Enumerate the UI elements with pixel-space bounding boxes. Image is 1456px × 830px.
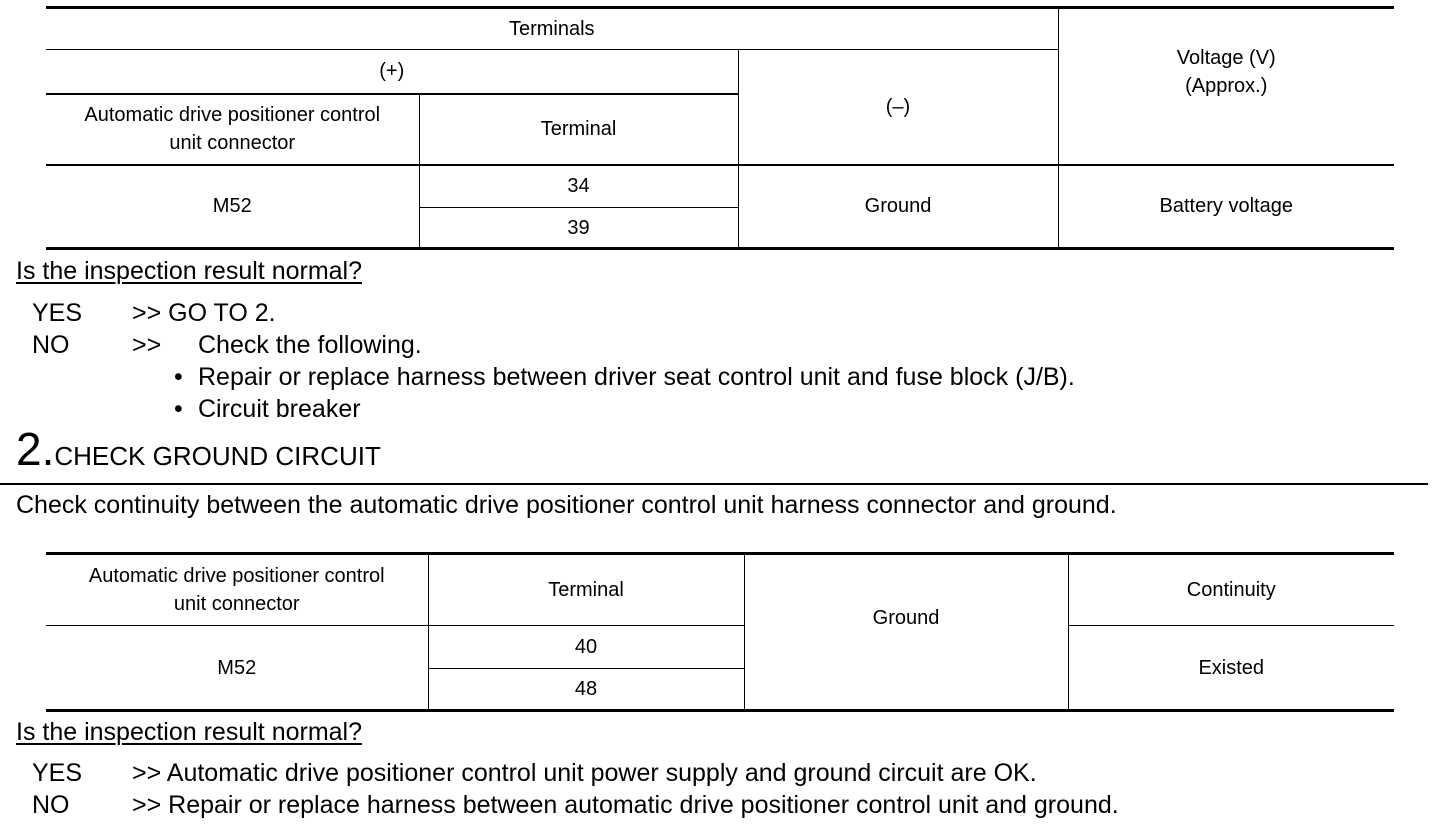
bullet-text: Circuit breaker: [198, 395, 361, 423]
header-connector: [46, 554, 428, 626]
bullet-icon: •: [174, 363, 183, 391]
ground-cell: [744, 554, 1068, 711]
terminal-cell: 40: [428, 626, 744, 669]
header-terminal: Terminal: [428, 554, 744, 626]
minus-cell: Ground: [738, 165, 1058, 249]
header-plus: (+): [46, 50, 738, 94]
list-item: [174, 393, 361, 425]
voltage-cell: Battery voltage: [1058, 165, 1394, 249]
header-connector: [46, 94, 419, 165]
no-text: >> Repair or replace harness between automatic drive positioner control unit and ground.: [132, 791, 1119, 819]
inspection-question: Is the inspection result normal?: [16, 257, 363, 285]
no-label: NO: [32, 331, 70, 359]
terminal-cell: 48: [428, 669, 744, 711]
terminal-cell: 34: [419, 165, 738, 208]
no-text: Check the following.: [198, 331, 422, 359]
yes-text: >> Automatic drive positioner control unit power supply and ground circuit are OK.: [132, 759, 1037, 787]
no-arrow: >>: [132, 331, 162, 359]
yes-text: >> GO TO 2.: [132, 299, 276, 327]
inspection-question: Is the inspection result normal?: [16, 718, 363, 746]
yes-line: [32, 297, 276, 329]
header-connector-line1: Automatic drive positioner control: [84, 104, 381, 126]
terminal-cell: 39: [419, 208, 738, 249]
no-line: [32, 329, 422, 361]
header-connector-line1: Automatic drive positioner control: [88, 565, 385, 587]
header-voltage-line2: (Approx.): [1185, 75, 1268, 98]
list-item: [174, 361, 1075, 393]
bullet-text: Repair or replace harness between driver seat control unit and fuse block (J/B).: [198, 363, 1075, 391]
header-connector-line2: unit connector: [169, 132, 296, 154]
header-continuity: Continuity: [1068, 554, 1394, 626]
header-terminal: Terminal: [419, 94, 738, 165]
voltage-check-table: [46, 6, 1394, 250]
step-divider: [0, 483, 1428, 485]
yes-line: [32, 757, 1037, 789]
yes-label: YES: [32, 759, 83, 787]
bullet-icon: •: [174, 395, 183, 423]
step-instruction: Check continuity between the automatic drive positioner control unit harness connector and ground.: [16, 491, 1117, 519]
continuity-check-table: [46, 552, 1394, 712]
ground-value: Ground: [872, 607, 940, 629]
step-number: 2.: [16, 423, 55, 475]
header-voltage-line1: Voltage (V): [1176, 47, 1276, 70]
header-voltage: [1058, 8, 1394, 165]
connector-cell: M52: [46, 165, 419, 249]
step-heading: [16, 423, 381, 475]
no-line: [32, 789, 1119, 821]
continuity-cell: Existed: [1068, 626, 1394, 711]
header-minus: (–): [738, 50, 1058, 165]
header-connector-line2: unit connector: [173, 593, 300, 615]
no-label: NO: [32, 791, 70, 819]
yes-label: YES: [32, 299, 83, 327]
header-terminals: Terminals: [46, 8, 1058, 50]
step-title: CHECK GROUND CIRCUIT: [54, 441, 381, 471]
connector-cell: M52: [46, 626, 428, 711]
